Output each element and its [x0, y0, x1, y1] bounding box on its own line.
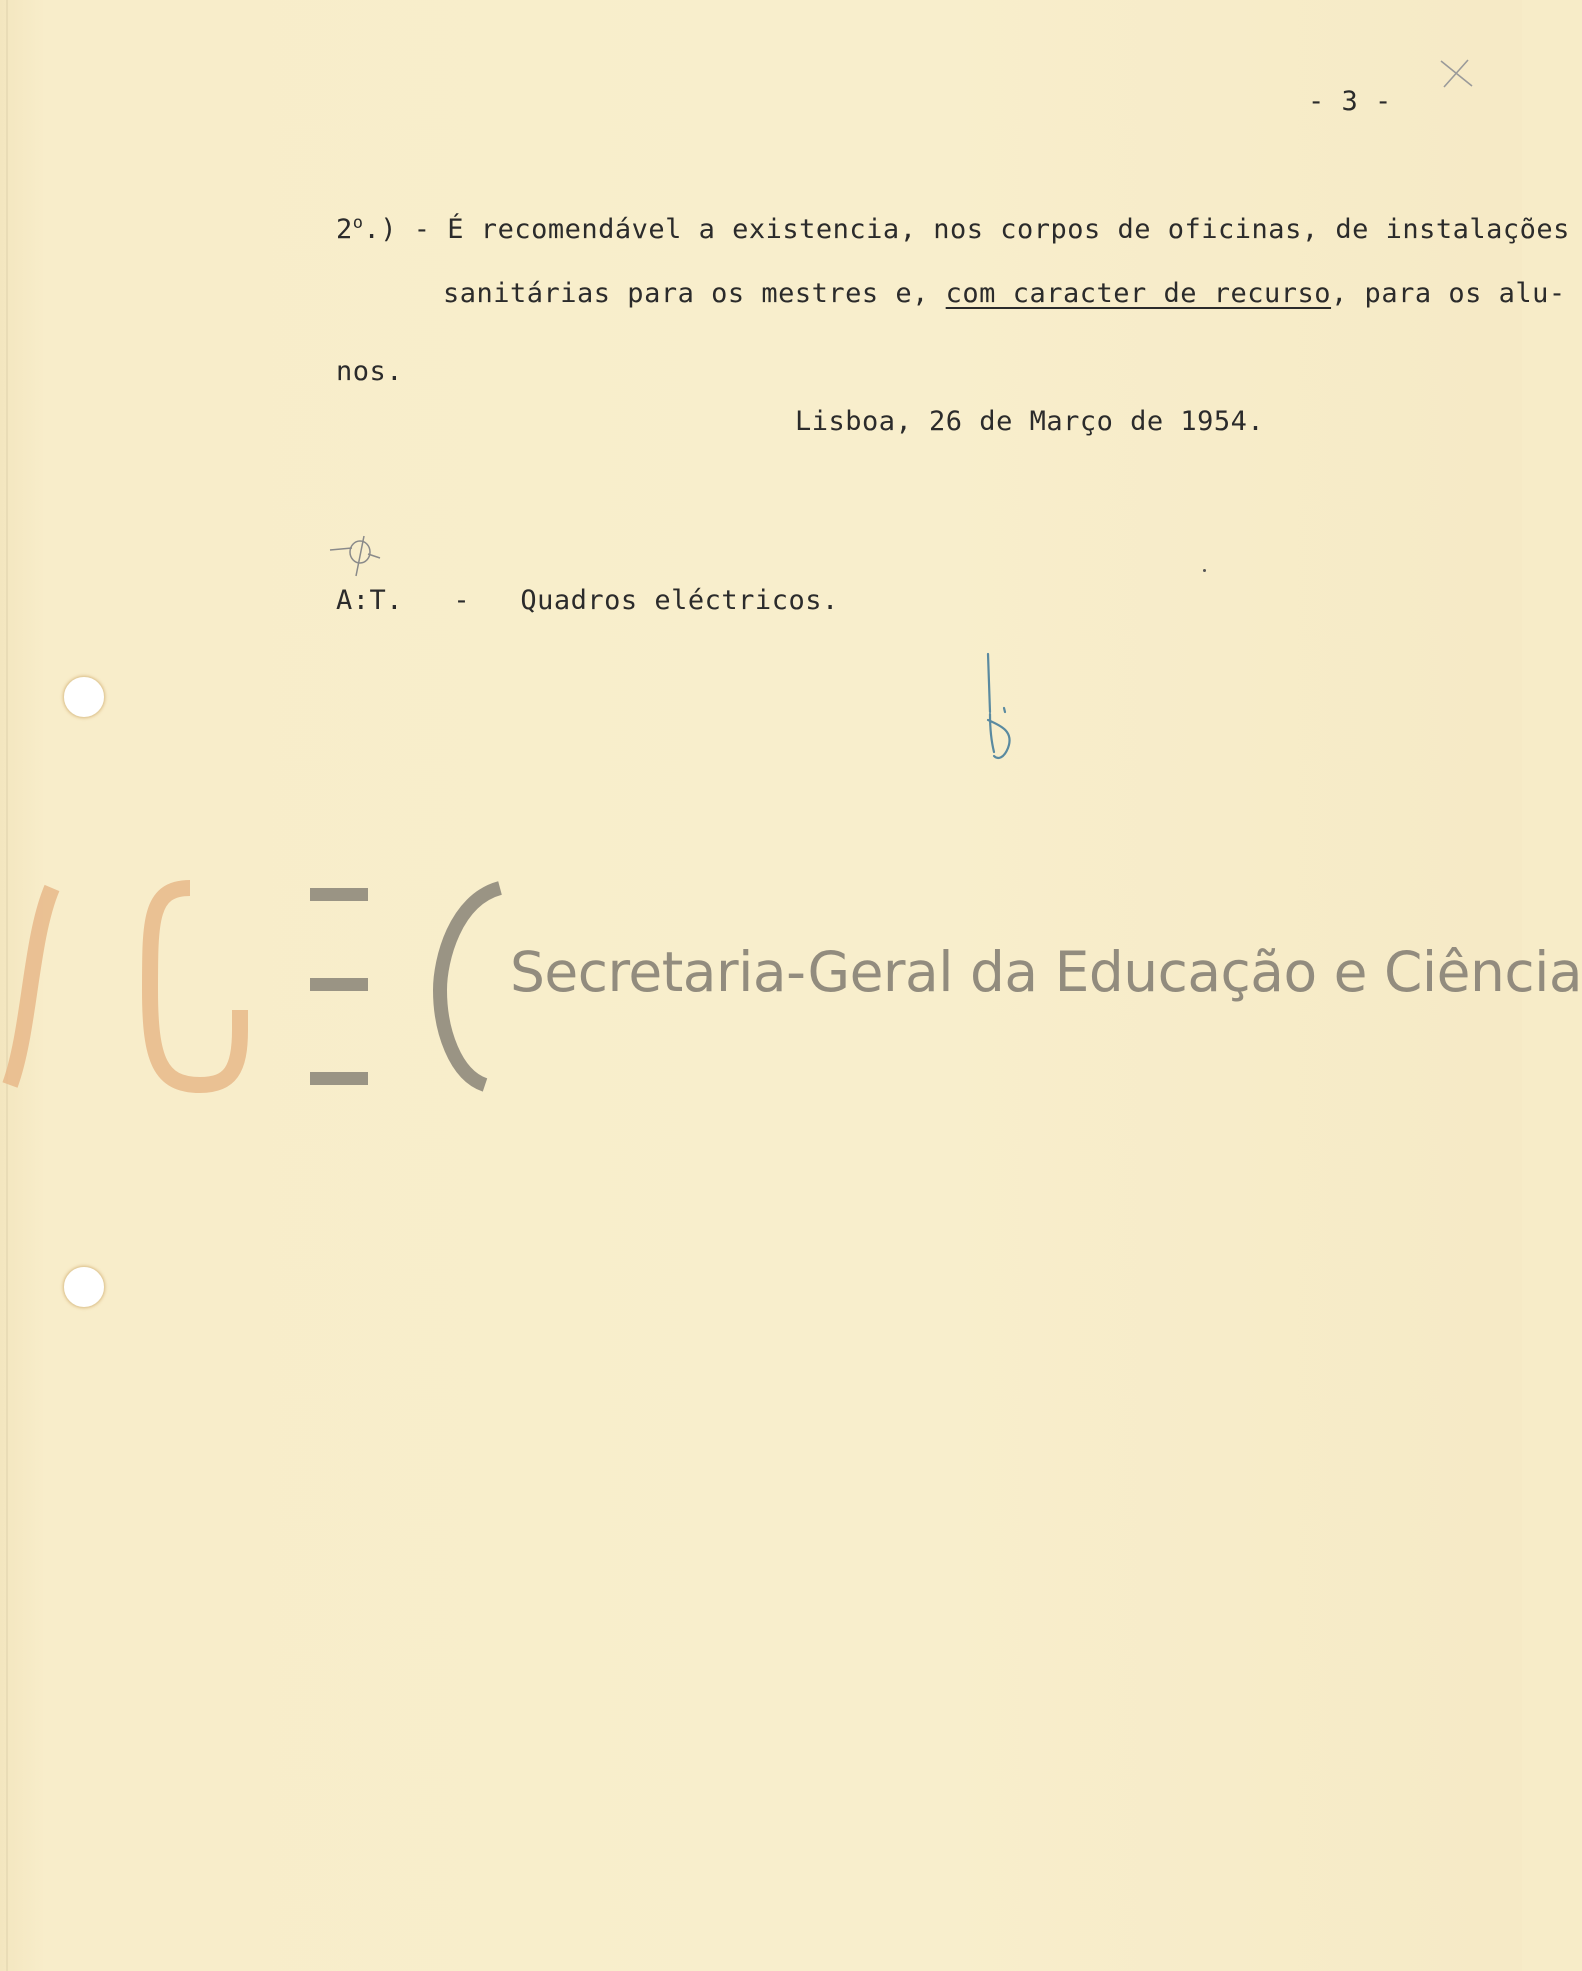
- line2-before: sanitárias para os mestres e,: [443, 278, 946, 309]
- phi-mark-icon: [328, 532, 388, 582]
- subject-label: A:T.: [336, 585, 404, 616]
- subject-separator: -: [453, 585, 471, 616]
- item-separator: .) -: [363, 214, 448, 245]
- x-mark-icon: [1438, 58, 1476, 90]
- item-number: 2: [336, 214, 353, 245]
- handwritten-initial-mark: [980, 652, 1020, 772]
- punch-hole-bottom: [63, 1266, 105, 1308]
- subject-line: [336, 585, 839, 616]
- ink-dot: [1203, 569, 1206, 572]
- page-number: - 3 -: [1308, 86, 1392, 117]
- line2-after: , para os alu-: [1331, 278, 1566, 309]
- paragraph-line-1: [336, 213, 1570, 245]
- watermark-text: Secretaria-Geral da Educação e Ciência: [510, 940, 1582, 1004]
- line1-text: É recomendável a existencia, nos corpos de oficinas, de instalações: [447, 214, 1570, 245]
- paragraph-line-3: nos.: [336, 356, 404, 387]
- punch-hole-top: [63, 676, 105, 718]
- subject-text: Quadros eléctricos.: [520, 585, 839, 616]
- date-line: Lisboa, 26 de Março de 1954.: [795, 406, 1265, 437]
- item-superscript: o: [352, 213, 364, 233]
- paragraph-line-2: [443, 278, 1566, 309]
- underlined-phrase: com caracter de recurso: [945, 278, 1332, 309]
